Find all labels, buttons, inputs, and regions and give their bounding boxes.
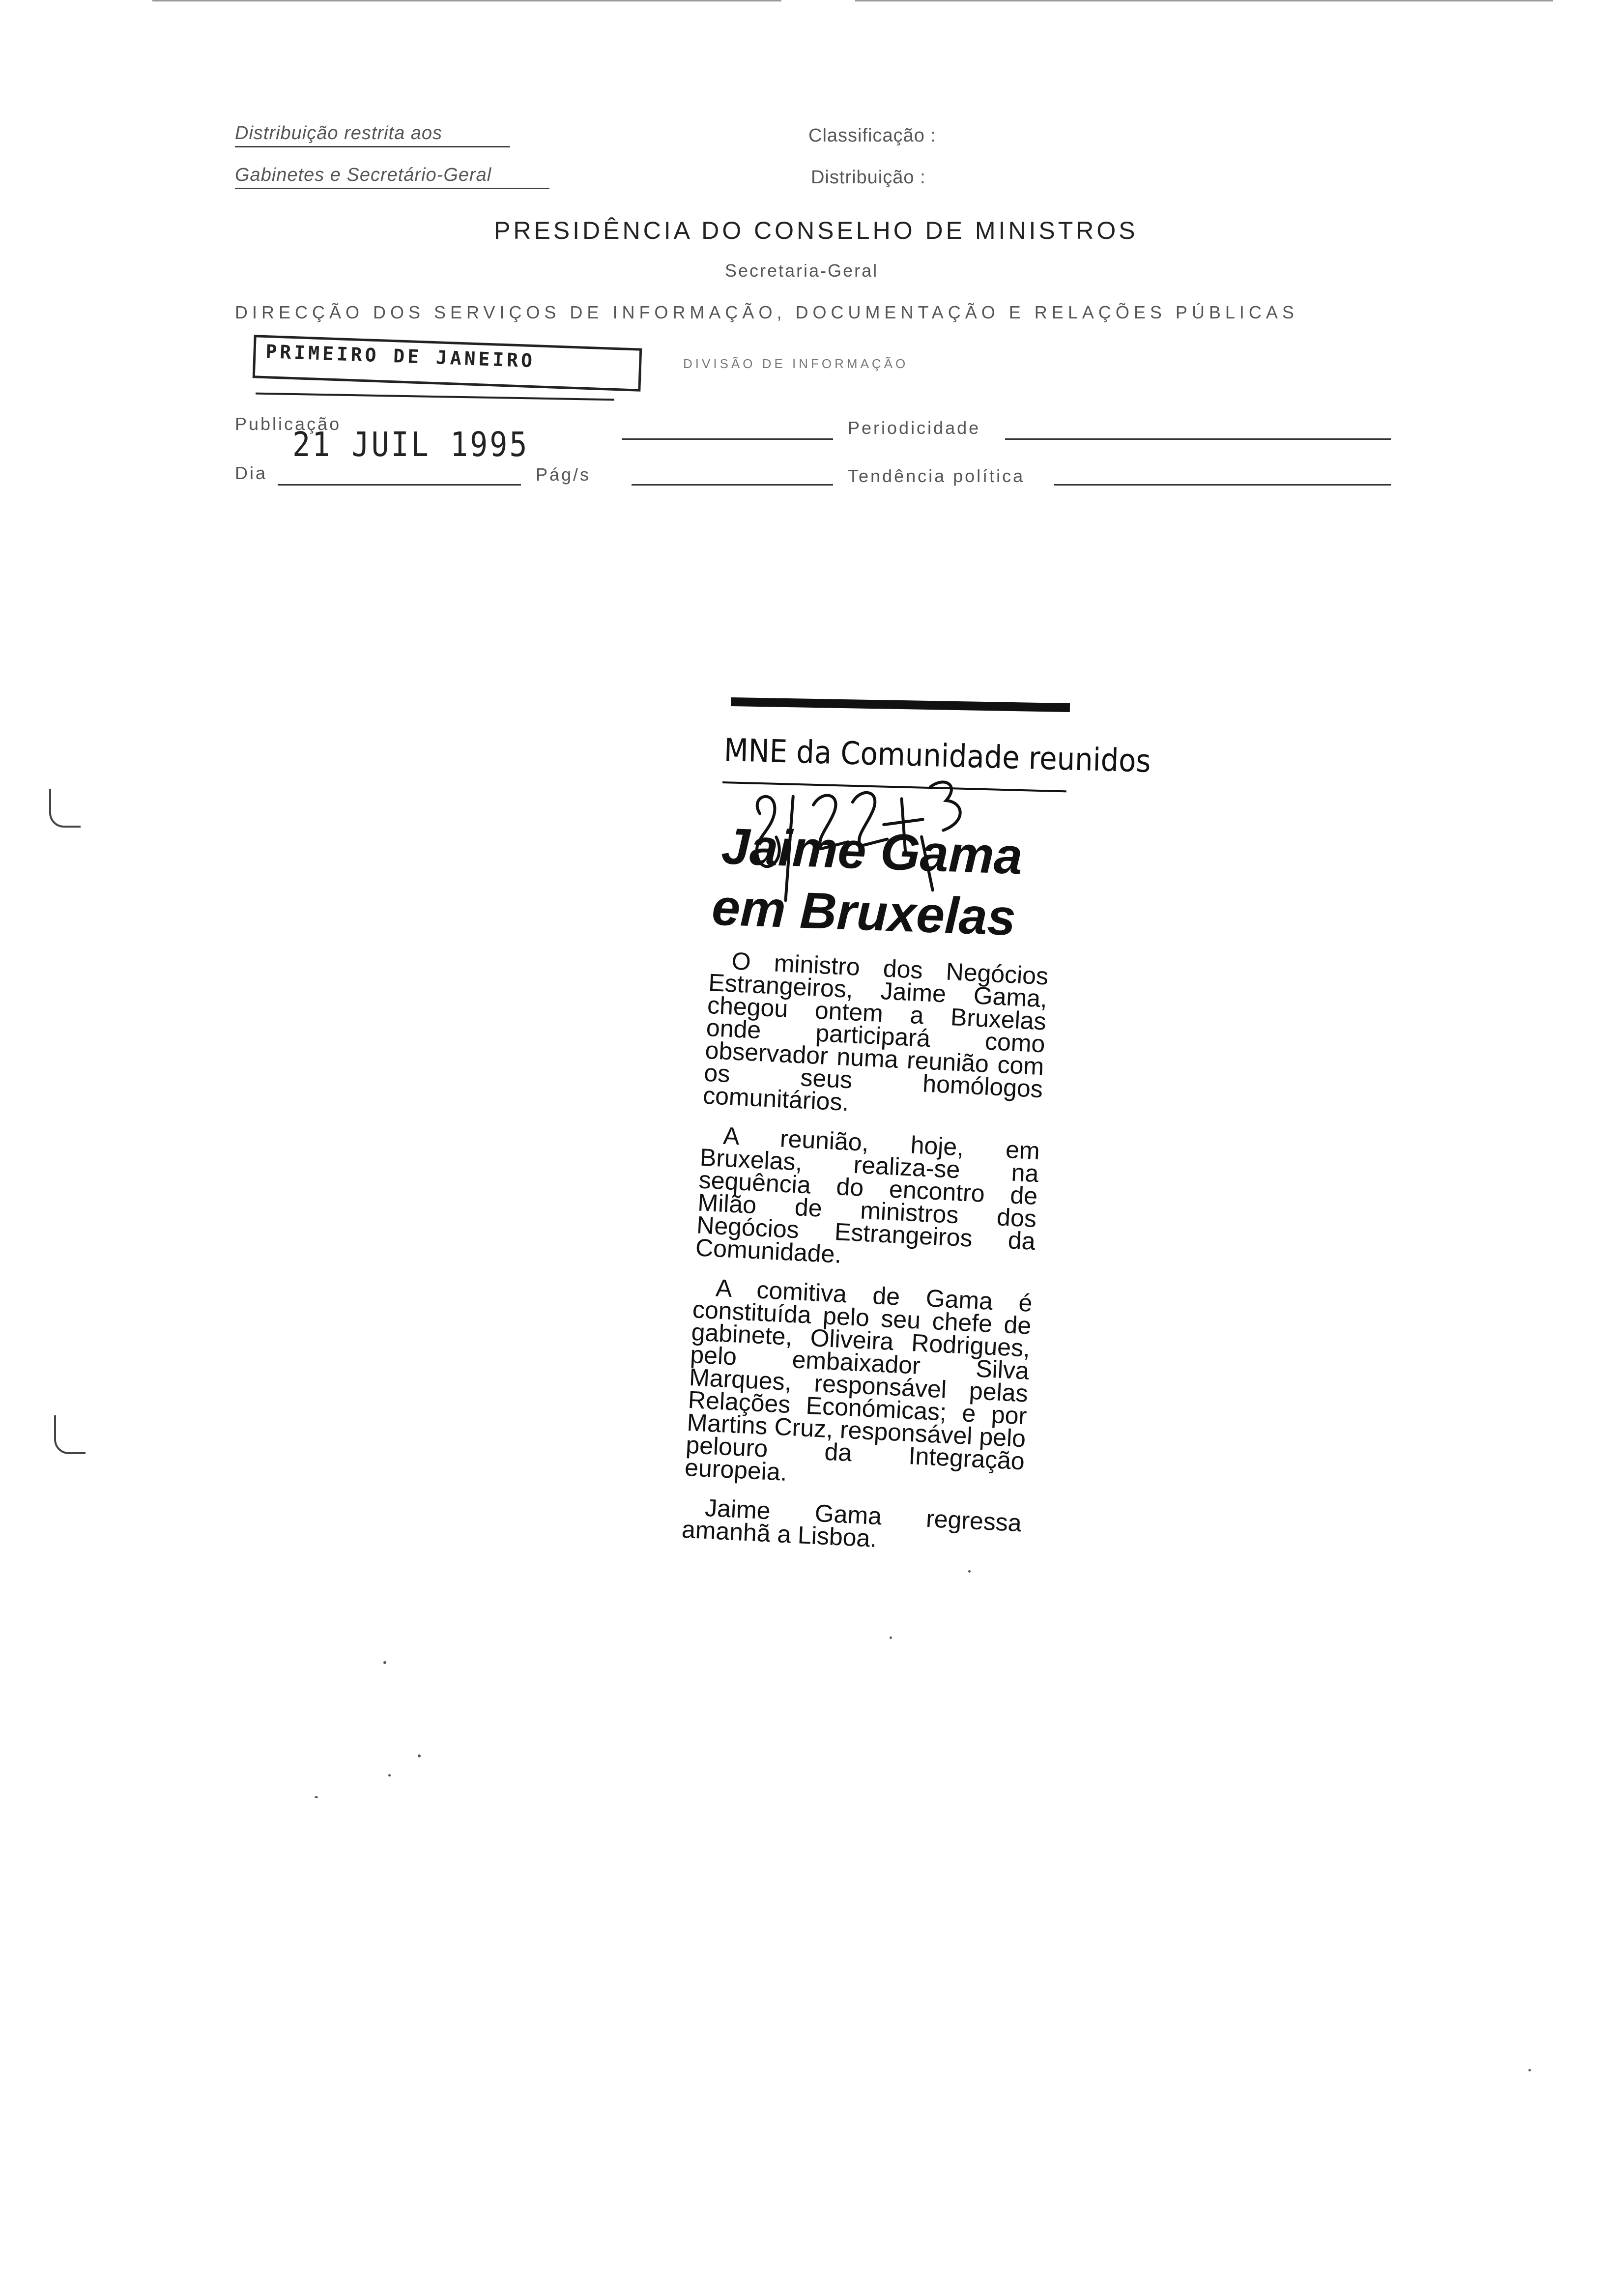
political-tendency-line bbox=[1054, 484, 1391, 486]
page-title: PRESIDÊNCIA DO CONSELHO DE MINISTROS bbox=[494, 217, 1138, 244]
headline-line-1: Jaime Gama bbox=[720, 817, 1024, 886]
handwritten-note bbox=[738, 763, 1002, 913]
clipping-kicker: MNE da Comunidade reunidos bbox=[723, 732, 1151, 780]
scan-speck bbox=[418, 1754, 421, 1757]
punch-hole-mark-upper bbox=[49, 789, 81, 828]
page-label: Pág/s bbox=[536, 464, 591, 485]
publication-label: Publicação bbox=[235, 414, 342, 434]
day-line bbox=[278, 484, 521, 486]
clipping-top-rule bbox=[731, 697, 1070, 712]
periodicity-line bbox=[1005, 438, 1391, 440]
distribution-restricted-line: Distribuição restrita aos bbox=[235, 123, 510, 147]
scan-speck bbox=[1528, 2069, 1531, 2071]
scan-edge-rule-right bbox=[855, 0, 1553, 1]
scan-speck bbox=[890, 1636, 892, 1639]
clipping-paragraph-2: A reunião, hoje, em Bruxelas, realiza-se na sequência do encontro de Milão de ministros dos Negócios Estrangeiros da Comunidade. bbox=[694, 1121, 1041, 1268]
stamp-underline bbox=[256, 393, 614, 401]
distribution-label: Distribuição : bbox=[811, 167, 926, 188]
scan-speck bbox=[315, 1796, 318, 1798]
clipping-paragraph-3: A comitiva de Gama é constituída pelo seu chefe de gabinete, Oliveira Rodrigues, pelo embaixador Silva Marques, responsável pelas Relações Económicas; e por Martins Cruz, responsável pelo pelouro da Integração europeia. bbox=[684, 1274, 1033, 1486]
punch-hole-mark-lower bbox=[54, 1415, 86, 1454]
department-title: DIRECÇÃO DOS SERVIÇOS DE INFORMAÇÃO, DOCUMENTAÇÃO E RELAÇÕES PÚBLICAS bbox=[235, 302, 1298, 322]
distribution-cabinets-line: Gabinetes e Secretário-Geral bbox=[235, 165, 549, 189]
periodicity-label: Periodicidade bbox=[848, 418, 981, 438]
scan-edge-rule-left bbox=[152, 0, 781, 1]
clipping-paragraph-1: O ministro dos Negócios Estrangeiros, Jaime Gama, chegou ontem a Bruxelas onde participará como observador numa reunião com os seus homólogos comunitários. bbox=[702, 947, 1049, 1117]
date-stamp: 21 JUIL 1995 bbox=[292, 425, 529, 465]
scan-speck bbox=[968, 1570, 971, 1573]
page-subtitle: Secretaria-Geral bbox=[725, 260, 879, 281]
clipping-body bbox=[680, 948, 1049, 1574]
scan-speck bbox=[388, 1774, 391, 1777]
scan-speck bbox=[383, 1661, 386, 1664]
division-title: DIVISÃO DE INFORMAÇÃO bbox=[683, 356, 909, 371]
publication-line bbox=[622, 438, 833, 440]
classification-label: Classificação : bbox=[808, 125, 936, 146]
political-tendency-label: Tendência política bbox=[848, 466, 1025, 486]
headline-line-2: em Bruxelas bbox=[711, 879, 1017, 947]
clipping-paragraph-4: Jaime Gama regressa amanhã a Lisboa. bbox=[681, 1493, 1023, 1552]
page-line bbox=[632, 484, 833, 486]
day-label: Dia bbox=[235, 463, 268, 483]
publication-stamp: PRIMEIRO DE JANEIRO bbox=[253, 335, 642, 392]
